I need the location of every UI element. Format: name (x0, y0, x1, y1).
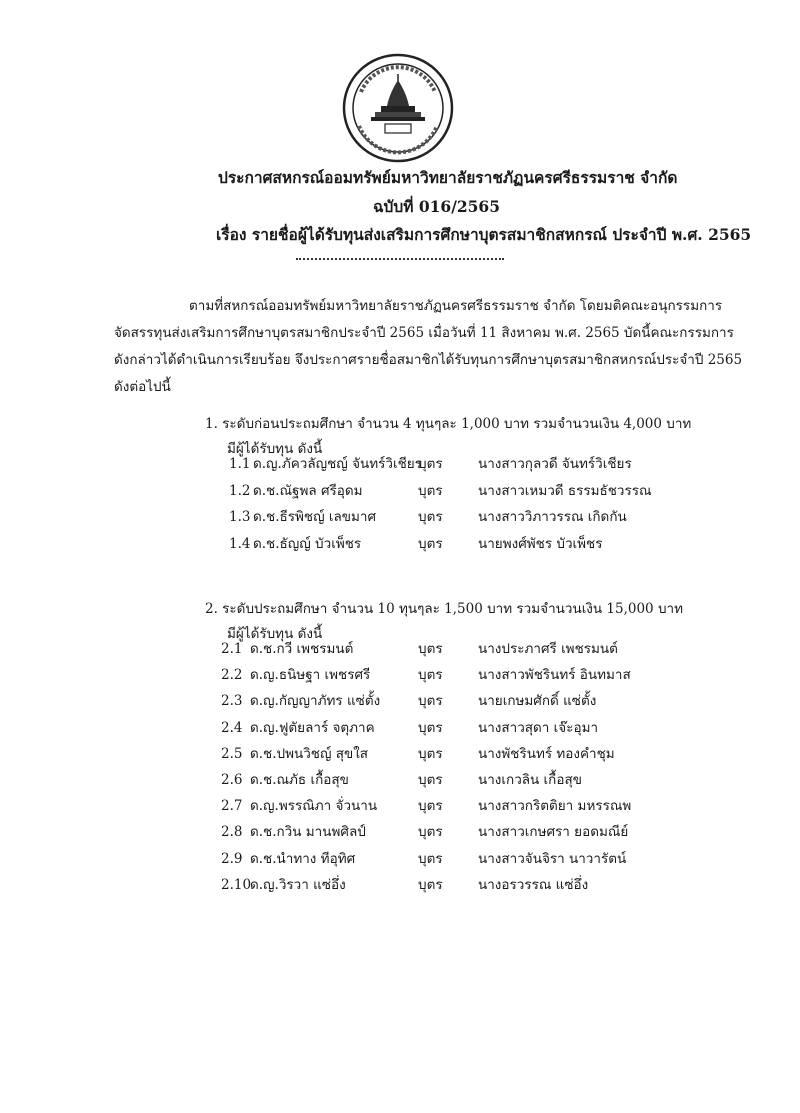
list-item (0, 478, 800, 504)
recipient-name: ด.ช.ณภัธ เกื้อสุข (250, 772, 349, 788)
dotted-divider (296, 258, 504, 260)
parent-name: นางสาวกุลวดี จันทร์วิเชียร (478, 456, 632, 472)
recipient-name: ด.ช.ปพนวิชญ์ สุขใส (250, 745, 369, 762)
list-item (0, 662, 800, 688)
recipient-name: ด.ญ.กัญญาภัทร แซ่ตั้ง (250, 693, 381, 710)
parent-name: นายเกษมศักดิ์ แซ่ตั้ง (478, 693, 597, 710)
relation-label: บุตร (418, 798, 443, 815)
parent-name: นางเกวลิน เกื้อสุข (478, 772, 582, 788)
section-title: 1. ระดับก่อนประถมศึกษา จำนวน 4 ทุนๆละ 1,000 บาท รวมจำนวนเงิน 4,000 บาท (205, 416, 692, 432)
parent-name: นางสาววิภาวรรณ เกิดกัน (478, 509, 627, 525)
list-item (0, 504, 800, 530)
parent-name: นางสาวเกษศรา ยอดมณีย์ (478, 824, 629, 841)
parent-name: นางสาวกริตติยา มหรรณพ (478, 798, 632, 815)
recipient-number: 1.3 (229, 509, 251, 525)
relation-label: บุตร (418, 824, 443, 841)
cooperative-seal-logo (341, 52, 455, 164)
announcement-subject: เรื่อง รายชื่อผู้ได้รับทุนส่งเสริมการศึกษาบุตรสมาชิกสหกรณ์ ประจำปี พ.ศ. 2565 (216, 225, 752, 244)
recipient-number: 2.7 (221, 798, 243, 815)
recipient-number: 1.4 (229, 535, 251, 552)
recipient-number: 2.9 (221, 850, 243, 867)
recipient-name: ด.ญ.ภัควลัญชญ์ จันทร์วิเชียร (253, 456, 422, 472)
intro-line: ดังกล่าวได้ดำเนินการเรียบร้อย จึงประกาศรายชื่อสมาชิกได้รับทุนการศึกษาบุตรสมาชิกสหกรณ์ประจำปี 2565 (114, 352, 743, 368)
recipient-name: ด.ช.กวี เพชรมนต์ (250, 641, 354, 657)
intro-line: ดังต่อไปนี้ (114, 379, 171, 395)
recipient-number: 2.5 (221, 745, 243, 762)
recipient-name: ด.ช.ธัญญ์ บัวเพ็ชร (253, 535, 362, 552)
recipient-number: 2.8 (221, 824, 243, 841)
intro-paragraph (114, 293, 743, 401)
announcement-number: ฉบับที่ 016/2565 (373, 197, 501, 216)
announcement-title: ประกาศสหกรณ์ออมทรัพย์มหาวิทยาลัยราชภัฏนครศรีธรรมราช จำกัด (218, 168, 678, 187)
recipient-number: 2.3 (221, 693, 243, 710)
list-item (0, 636, 800, 662)
list-item (0, 767, 800, 793)
list-item (0, 846, 800, 872)
relation-label: บุตร (418, 772, 443, 788)
section-subtitle: มีผู้ได้รับทุน ดังนี้ (227, 441, 323, 457)
list-item (0, 715, 800, 741)
list-item (0, 451, 800, 477)
recipient-number: 2.6 (221, 772, 243, 788)
parent-name: นายพงศ์พัชร บัวเพ็ชร (478, 535, 603, 552)
parent-name: นางสาวพัชรินทร์ อินทมาส (478, 667, 631, 684)
recipient-name: ด.ญ.วิรวา แซ่อึ่ง (250, 876, 346, 893)
recipient-name: ด.ช.นำทาง ทีอุทิศ (250, 850, 356, 867)
recipient-name: ด.ช.กวิน มานพศิลป์ (250, 824, 366, 841)
recipient-name: ด.ช.ธีรพิชญ์ เลขมาศ (253, 509, 377, 525)
section-title: 2. ระดับประถมศึกษา จำนวน 10 ทุนๆละ 1,500 บาท รวมจำนวนเงิน 15,000 บาท (205, 601, 683, 617)
recipient-name: ด.ญ.พรรณิภา จั่วนาน (250, 798, 378, 815)
list-item (0, 741, 800, 767)
parent-name: นางประภาศรี เพชรมนต์ (478, 641, 618, 657)
recipient-number: 1.2 (229, 482, 251, 499)
relation-label: บุตร (418, 482, 443, 499)
list-item (0, 531, 800, 557)
recipient-name: ด.ญ.ธนิษฐา เพชรศรี (250, 667, 371, 684)
relation-label: บุตร (418, 667, 443, 684)
recipient-number: 2.1 (221, 641, 243, 657)
relation-label: บุตร (418, 719, 443, 736)
intro-line: จัดสรรทุนส่งเสริมการศึกษาบุตรสมาชิกประจำปี 2565 เมื่อวันที่ 11 สิงหาคม พ.ศ. 2565 บัดนี้คณะกรรมการ (114, 325, 734, 341)
list-item (0, 872, 800, 898)
list-item (0, 793, 800, 819)
parent-name: นางอรวรรณ แซ่อึ่ง (478, 876, 589, 893)
recipient-number: 2.4 (221, 719, 243, 736)
parent-name: นางสาวจันจิรา นาวารัตน์ (478, 850, 627, 867)
list-item (0, 819, 800, 845)
relation-label: บุตร (418, 850, 443, 867)
parent-name: นางสาวสุดา เจ๊ะอุมา (478, 719, 599, 736)
relation-label: บุตร (418, 535, 443, 552)
parent-name: นางพัชรินทร์ ทองคำชุม (478, 745, 615, 762)
relation-label: บุตร (418, 693, 443, 710)
recipient-name: ด.ญ.ฟูตัยลาร์ จตุภาค (250, 719, 375, 736)
recipient-number: 1.1 (229, 456, 251, 472)
recipient-name: ด.ช.ณัฐพล ศรีอุดม (253, 482, 363, 499)
relation-label: บุตร (418, 456, 443, 472)
relation-label: บุตร (418, 641, 443, 657)
recipient-number: 2.10 (221, 876, 252, 893)
intro-line: ตามที่สหกรณ์ออมทรัพย์มหาวิทยาลัยราชภัฏนครศรีธรรมราช จำกัด โดยมติคณะอนุกรรมการ (189, 298, 723, 314)
list-item (0, 688, 800, 714)
section-subtitle: มีผู้ได้รับทุน ดังนี้ (227, 626, 323, 642)
relation-label: บุตร (418, 876, 443, 893)
parent-name: นางสาวเหมวดี ธรรมธัชวรรณ (478, 482, 652, 499)
relation-label: บุตร (418, 745, 443, 762)
recipient-number: 2.2 (221, 667, 243, 684)
relation-label: บุตร (418, 509, 443, 525)
